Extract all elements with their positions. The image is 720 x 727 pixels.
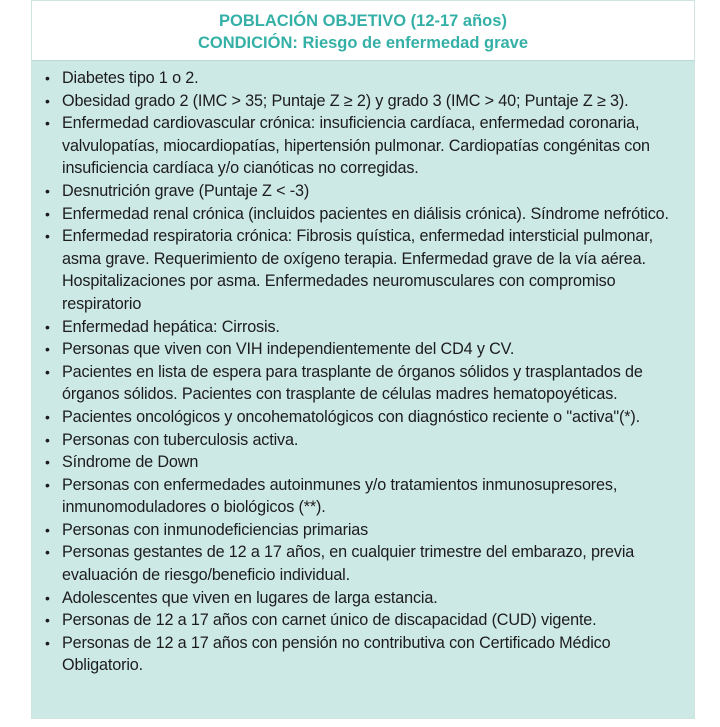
bullet-icon: • (45, 612, 50, 629)
list-item (42, 541, 686, 586)
list-item-text: Síndrome de Down (62, 453, 199, 472)
list-item (42, 180, 686, 203)
bullet-icon: • (45, 408, 50, 425)
bullet-icon: • (45, 92, 50, 109)
list-item-text: Personas con enfermedades autoinmunes y/o tratamientos inmunosupresores, inmunomoduladores o biológicos (**). (62, 475, 618, 517)
bullet-icon: • (45, 431, 50, 448)
list-item-text: Pacientes oncológicos y oncohematológicos con diagnóstico reciente o "activa"(*). (62, 407, 640, 426)
list-item (42, 519, 686, 542)
bullet-icon: • (45, 589, 50, 606)
bullet-icon: • (45, 634, 50, 651)
list-item (42, 225, 686, 315)
bullet-icon: • (45, 228, 50, 245)
list-item-text: Obesidad grado 2 (IMC > 35; Puntaje Z ≥ 2) y grado 3 (IMC > 40; Puntaje Z ≥ 3). (62, 91, 629, 110)
list-item (42, 361, 686, 406)
list-item (42, 338, 686, 361)
bullet-icon: • (45, 318, 50, 335)
list-item (42, 609, 686, 632)
list-item-text: Personas de 12 a 17 años con pensión no contributiva con Certificado Médico Obligatorio. (62, 633, 611, 675)
list-item-text: Enfermedad cardiovascular crónica: insuficiencia cardíaca, enfermedad coronaria, valvulopatías, miocardiopatías, hipertensión pulmonar. Cardiopatías congénitas con insuficiencia cardíaca y/o cianóticas no corregidas. (62, 114, 650, 178)
header-title: POBLACIÓN OBJETIVO (12-17 años) (219, 12, 507, 30)
bullet-icon: • (45, 205, 50, 222)
list-item (42, 632, 686, 677)
header-subtitle: CONDICIÓN: Riesgo de enfermedad grave (197, 34, 529, 52)
bullet-icon: • (45, 363, 50, 380)
list-item-text: Personas con tuberculosis activa. (62, 430, 299, 449)
list-item-text: Enfermedad renal crónica (incluidos pacientes en diálisis crónica). Síndrome nefrótico. (62, 204, 669, 223)
list-item (42, 203, 686, 226)
list-item-text: Enfermedad hepática: Cirrosis. (62, 317, 280, 336)
table-header (32, 1, 694, 61)
list-item (42, 316, 686, 339)
list-item-text: Personas con inmunodeficiencias primarias (62, 520, 369, 539)
bullet-icon: • (45, 182, 50, 199)
list-item-text: Adolescentes que viven en lugares de larga estancia. (62, 588, 438, 607)
list-item-text: Personas de 12 a 17 años con carnet único de discapacidad (CUD) vigente. (62, 611, 597, 630)
list-item-text: Desnutrición grave (Puntaje Z < -3) (62, 181, 310, 200)
list-item (42, 406, 686, 429)
list-item-text: Personas gestantes de 12 a 17 años, en cualquier trimestre del embarazo, previa evaluación de riesgo/beneficio individual. (62, 543, 635, 585)
list-item-text: Enfermedad respiratoria crónica: Fibrosis quística, enfermedad intersticial pulmonar, asma grave. Requerimiento de oxígeno terapia. Enfermedad grave de la vía aérea. Hospitalizaciones por asma. Enfermedades neuromusculares con compromiso respiratorio (62, 227, 653, 313)
list-item-text: Diabetes tipo 1 o 2. (62, 69, 199, 87)
list-item (42, 112, 686, 180)
condition-list (32, 61, 694, 677)
list-item (42, 451, 686, 474)
bullet-icon: • (45, 341, 50, 358)
list-item (42, 474, 686, 519)
list-item-text: Personas que viven con VIH independientemente del CD4 y CV. (62, 340, 515, 359)
list-item (42, 67, 686, 90)
list-item (42, 90, 686, 113)
bullet-icon: • (45, 476, 50, 493)
list-item (42, 429, 686, 452)
bullet-icon: • (45, 115, 50, 132)
criteria-panel (31, 0, 695, 719)
bullet-icon: • (45, 454, 50, 471)
bullet-icon: • (45, 544, 50, 561)
list-item (42, 587, 686, 610)
list-item-text: Pacientes en lista de espera para trasplante de órganos sólidos y trasplantados de órganos sólidos. Pacientes con trasplante de células madres hematopoyéticas. (62, 362, 643, 404)
bullet-icon: • (45, 70, 50, 86)
bullet-icon: • (45, 521, 50, 538)
